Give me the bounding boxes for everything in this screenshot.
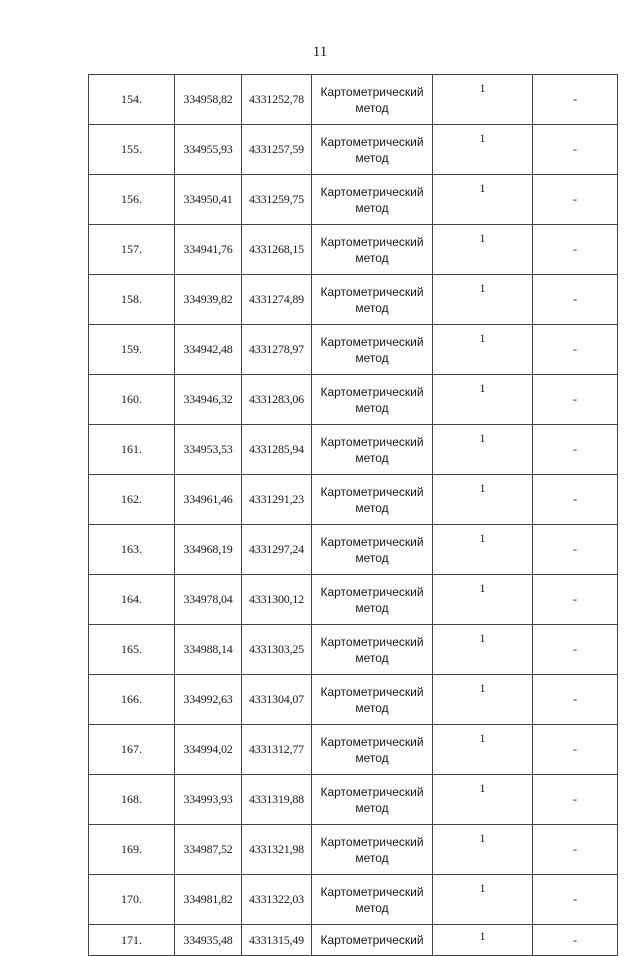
point-number-cell: 171. [89,925,175,956]
method-cell: Картометрический метод [312,575,433,625]
point-number-cell: 170. [89,875,175,925]
method-cell: Картометрический метод [312,125,433,175]
x-coordinate-cell: 334942,48 [175,325,242,375]
description-cell: - [533,575,618,625]
y-coordinate-cell: 4331285,94 [242,425,312,475]
x-coordinate-cell: 334958,82 [175,75,242,125]
accuracy-cell: 1 [433,725,533,775]
method-cell: Картометрический метод [312,425,433,475]
description-cell: - [533,725,618,775]
table-row [89,725,618,775]
x-coordinate-cell: 334988,14 [175,625,242,675]
description-cell: - [533,775,618,825]
description-cell: - [533,475,618,525]
x-coordinate-cell: 334950,41 [175,175,242,225]
accuracy-cell: 1 [433,925,533,956]
y-coordinate-cell: 4331312,77 [242,725,312,775]
description-cell: - [533,375,618,425]
x-coordinate-cell: 334987,52 [175,825,242,875]
description-cell: - [533,675,618,725]
point-number-cell: 163. [89,525,175,575]
accuracy-cell: 1 [433,875,533,925]
accuracy-cell: 1 [433,375,533,425]
description-cell: - [533,875,618,925]
point-number-cell: 168. [89,775,175,825]
point-number-cell: 162. [89,475,175,525]
description-cell: - [533,275,618,325]
method-cell: Картометрический метод [312,375,433,425]
y-coordinate-cell: 4331300,12 [242,575,312,625]
accuracy-cell: 1 [433,175,533,225]
x-coordinate-cell: 334946,32 [175,375,242,425]
x-coordinate-cell: 334953,53 [175,425,242,475]
point-number-cell: 157. [89,225,175,275]
description-cell: - [533,625,618,675]
table-row [89,225,618,275]
method-cell: Картометрический метод [312,725,433,775]
coordinates-table [88,74,618,956]
x-coordinate-cell: 334961,46 [175,475,242,525]
x-coordinate-cell: 334968,19 [175,525,242,575]
table-row [89,925,618,956]
method-cell: Картометрический метод [312,775,433,825]
x-coordinate-cell: 334939,82 [175,275,242,325]
description-cell: - [533,225,618,275]
y-coordinate-cell: 4331291,23 [242,475,312,525]
method-cell: Картометрический метод [312,525,433,575]
accuracy-cell: 1 [433,525,533,575]
x-coordinate-cell: 334978,04 [175,575,242,625]
description-cell: - [533,175,618,225]
description-cell: - [533,925,618,956]
y-coordinate-cell: 4331252,78 [242,75,312,125]
x-coordinate-cell: 334994,02 [175,725,242,775]
point-number-cell: 156. [89,175,175,225]
y-coordinate-cell: 4331259,75 [242,175,312,225]
method-cell: Картометрический метод [312,675,433,725]
point-number-cell: 159. [89,325,175,375]
table-row [89,675,618,725]
method-cell: Картометрический метод [312,325,433,375]
x-coordinate-cell: 334941,76 [175,225,242,275]
point-number-cell: 155. [89,125,175,175]
description-cell: - [533,825,618,875]
y-coordinate-cell: 4331322,03 [242,875,312,925]
page-number: 11 [312,44,328,60]
point-number-cell: 165. [89,625,175,675]
table-row [89,375,618,425]
point-number-cell: 169. [89,825,175,875]
method-cell: Картометрический метод [312,175,433,225]
y-coordinate-cell: 4331268,15 [242,225,312,275]
y-coordinate-cell: 4331283,06 [242,375,312,425]
point-number-cell: 154. [89,75,175,125]
table-row [89,125,618,175]
method-cell: Картометрический метод [312,225,433,275]
table-row [89,425,618,475]
y-coordinate-cell: 4331321,98 [242,825,312,875]
method-cell: Картометрический метод [312,475,433,525]
table-row [89,75,618,125]
accuracy-cell: 1 [433,625,533,675]
point-number-cell: 160. [89,375,175,425]
point-number-cell: 158. [89,275,175,325]
accuracy-cell: 1 [433,75,533,125]
y-coordinate-cell: 4331274,89 [242,275,312,325]
accuracy-cell: 1 [433,575,533,625]
method-cell: Картометрический метод [312,625,433,675]
accuracy-cell: 1 [433,775,533,825]
accuracy-cell: 1 [433,475,533,525]
method-cell: Картометрический метод [312,825,433,875]
table-row [89,525,618,575]
y-coordinate-cell: 4331304,07 [242,675,312,725]
point-number-cell: 167. [89,725,175,775]
x-coordinate-cell: 334981,82 [175,875,242,925]
table-row [89,575,618,625]
y-coordinate-cell: 4331315,49 [242,925,312,956]
x-coordinate-cell: 334955,93 [175,125,242,175]
method-cell: Картометрический метод [312,75,433,125]
point-number-cell: 161. [89,425,175,475]
x-coordinate-cell: 334993,93 [175,775,242,825]
table-row [89,625,618,675]
table-row [89,325,618,375]
description-cell: - [533,525,618,575]
table-row [89,475,618,525]
accuracy-cell: 1 [433,425,533,475]
accuracy-cell: 1 [433,825,533,875]
table-row [89,275,618,325]
table-row [89,875,618,925]
method-cell: Картометрический [312,925,433,956]
y-coordinate-cell: 4331278,97 [242,325,312,375]
description-cell: - [533,75,618,125]
y-coordinate-cell: 4331319,88 [242,775,312,825]
description-cell: - [533,425,618,475]
description-cell: - [533,325,618,375]
y-coordinate-cell: 4331303,25 [242,625,312,675]
table-row [89,775,618,825]
accuracy-cell: 1 [433,325,533,375]
x-coordinate-cell: 334992,63 [175,675,242,725]
method-cell: Картометрический метод [312,275,433,325]
accuracy-cell: 1 [433,125,533,175]
accuracy-cell: 1 [433,675,533,725]
point-number-cell: 166. [89,675,175,725]
y-coordinate-cell: 4331297,24 [242,525,312,575]
x-coordinate-cell: 334935,48 [175,925,242,956]
y-coordinate-cell: 4331257,59 [242,125,312,175]
table-row [89,175,618,225]
description-cell: - [533,125,618,175]
accuracy-cell: 1 [433,225,533,275]
point-number-cell: 164. [89,575,175,625]
table-row [89,825,618,875]
method-cell: Картометрический метод [312,875,433,925]
accuracy-cell: 1 [433,275,533,325]
